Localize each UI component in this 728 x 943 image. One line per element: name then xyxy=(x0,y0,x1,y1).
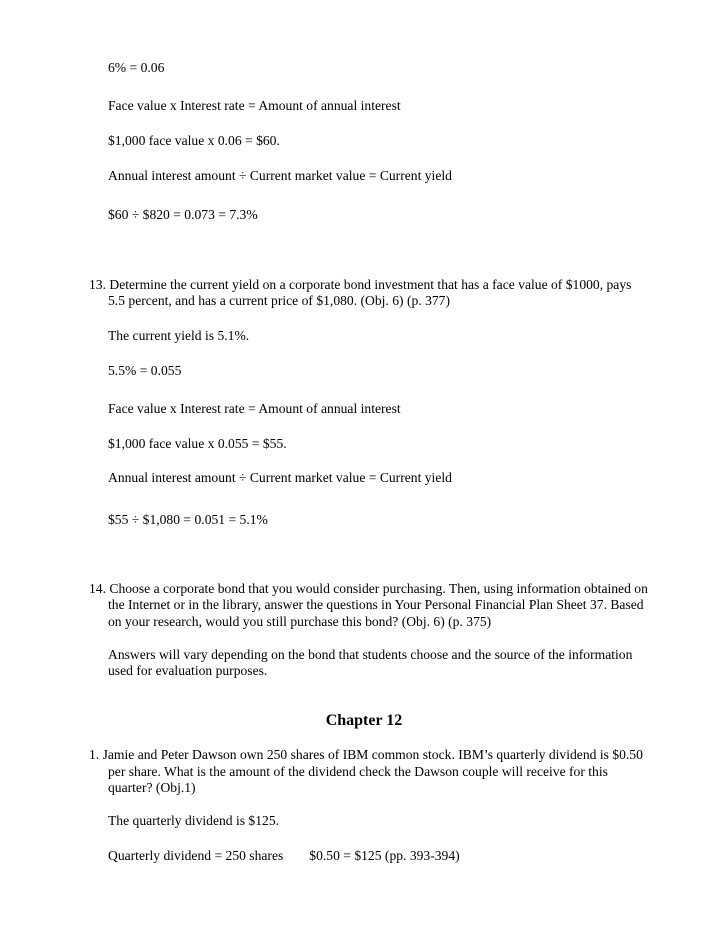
q13-percent-conversion: 5.5% = 0.055 xyxy=(108,363,182,378)
c12-q1-question-line-1: 1. Jamie and Peter Dawson own 250 shares of IBM common stock. IBM’s quarterly dividend is $0.50 xyxy=(89,747,643,762)
q14-question-line-3: on your research, would you still purchase this bond? (Obj. 6) (p. 375) xyxy=(108,614,492,629)
q14-answer-line-2: used for evaluation purposes. xyxy=(108,663,268,678)
q14-question-line-1: 14. Choose a corporate bond that you would consider purchasing. Then, using information obtained on xyxy=(89,581,648,596)
c12-q1-calculation xyxy=(108,847,460,864)
c12-q1-calc-right: $0.50 = $125 (pp. 393-394) xyxy=(309,848,460,863)
q12-percent-conversion: 6% = 0.06 xyxy=(108,60,165,75)
q13-question-line-1: 13. Determine the current yield on a corporate bond investment that has a face value of $1000, pays xyxy=(89,277,632,292)
c12-q1-question-line-3: quarter? (Obj.1) xyxy=(108,780,196,795)
q13-calc-current-yield: $55 ÷ $1,080 = 0.051 = 5.1% xyxy=(108,512,268,527)
q13-answer: The current yield is 5.1%. xyxy=(108,328,250,343)
q13-calc-annual-interest: $1,000 face value x 0.055 = $55. xyxy=(108,436,287,451)
q12-formula-current-yield: Annual interest amount ÷ Current market value = Current yield xyxy=(108,168,452,183)
q12-calc-current-yield: $60 ÷ $820 = 0.073 = 7.3% xyxy=(108,207,258,222)
q13-formula-current-yield: Annual interest amount ÷ Current market value = Current yield xyxy=(108,470,452,485)
chapter-heading: Chapter 12 xyxy=(325,712,403,729)
c12-q1-answer: The quarterly dividend is $125. xyxy=(108,813,280,828)
q12-formula-annual-interest: Face value x Interest rate = Amount of annual interest xyxy=(108,98,401,113)
q14-answer-line-1: Answers will vary depending on the bond that students choose and the source of the information xyxy=(108,647,633,662)
q13-formula-annual-interest: Face value x Interest rate = Amount of annual interest xyxy=(108,401,401,416)
q14-question-line-2: the Internet or in the library, answer the questions in Your Personal Financial Plan Sheet 37. Based xyxy=(108,597,644,612)
c12-q1-calc-left: Quarterly dividend = 250 shares xyxy=(108,848,284,863)
c12-q1-question-line-2: per share. What is the amount of the dividend check the Dawson couple will receive for this xyxy=(108,764,608,779)
q13-question-line-2: 5.5 percent, and has a current price of $1,080. (Obj. 6) (p. 377) xyxy=(108,293,450,308)
q12-calc-annual-interest: $1,000 face value x 0.06 = $60. xyxy=(108,133,280,148)
